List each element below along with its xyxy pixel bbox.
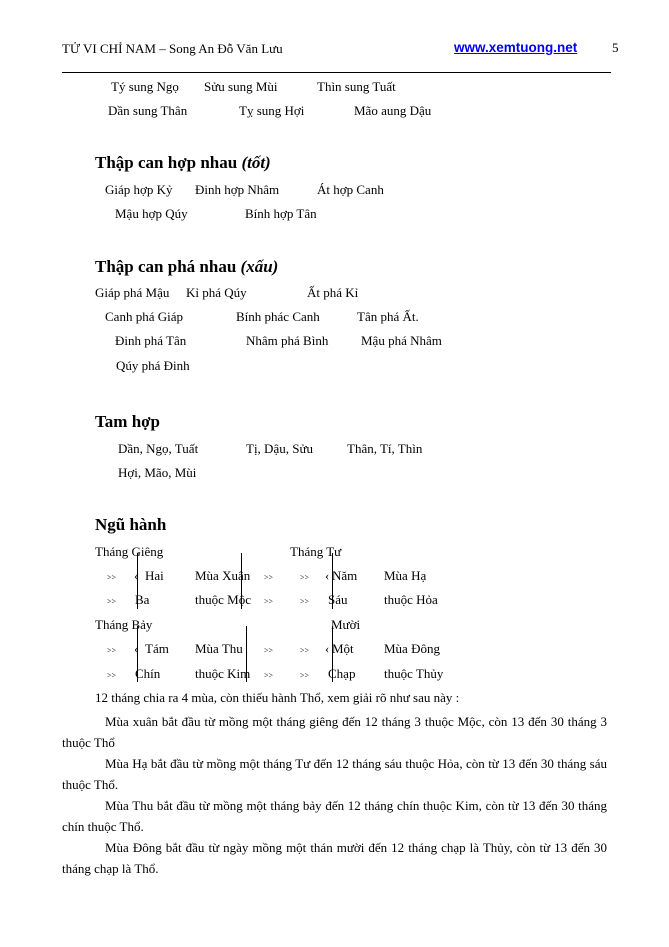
month-label: Tháng Bảy <box>95 617 153 632</box>
arrow-marker: >> <box>264 646 274 655</box>
pha-item: Giáp phá Mậu <box>95 285 170 300</box>
brace-line <box>246 626 247 682</box>
arrow-marker: >> <box>264 597 274 606</box>
paragraph-winter: Mùa Đông bắt đầu từ ngày mồng một thán mười đến 12 tháng chạp là Thủy, còn từ 13 đến 30 tháng chạp là Thổ. <box>62 840 607 876</box>
hop-item: Giáp hợp Kỷ <box>105 182 173 197</box>
website-link[interactable]: www.xemtuong.net <box>454 40 578 55</box>
month-label: Một <box>332 641 354 656</box>
xung-item: Sửu sung Mùi <box>204 79 278 94</box>
season-label: Mùa Đông <box>384 641 440 656</box>
hop-item: Át hợp Canh <box>317 182 384 197</box>
brace-tip: ‹ <box>134 568 139 583</box>
header-title: TỬ VI CHỈ NAM – Song An Đỗ Văn Lưu <box>62 41 283 56</box>
brace-line <box>332 553 333 609</box>
arrow-marker: >> <box>107 597 117 606</box>
month-label: Ba <box>135 592 150 607</box>
brace-line <box>137 553 138 609</box>
season-label: Mùa Xuân <box>195 568 251 583</box>
tam-hop-item: Hợi, Mão, Mùi <box>118 465 197 480</box>
pha-item: Tân phá Ất. <box>357 309 419 324</box>
month-label: Hai <box>145 568 164 583</box>
pha-item: Mậu phá Nhâm <box>361 333 442 348</box>
paragraph-spring: Mùa xuân bắt đầu từ mồng một tháng giêng đến 12 tháng 3 thuộc Mộc, còn 13 đến 30 tháng 3 thuộc Thổ <box>62 714 607 750</box>
pha-item: Bính phác Canh <box>236 309 320 324</box>
month-label: Chạp <box>328 666 356 681</box>
tam-hop-item: Tị, Dậu, Sửu <box>246 441 313 456</box>
pha-item: Ất phá Kỉ <box>307 285 359 300</box>
pha-item: Nhâm phá Bình <box>246 333 329 348</box>
season-label: thuộc Mộc <box>195 592 251 607</box>
arrow-marker: >> <box>300 597 310 606</box>
month-label: Chín <box>135 666 161 681</box>
brace-tip: ‹ <box>325 641 330 656</box>
arrow-marker: >> <box>264 671 274 680</box>
arrow-marker: >> <box>264 573 274 582</box>
month-label: Tháng Giêng <box>95 544 164 559</box>
arrow-marker: >> <box>300 573 310 582</box>
pha-item: Kỉ phá Qúy <box>186 285 247 300</box>
month-label: Sáu <box>328 592 348 607</box>
month-label: Tháng Tư <box>290 544 342 559</box>
pha-item: Đinh phá Tân <box>115 333 187 348</box>
hop-item: Mậu hợp Qúy <box>115 206 188 221</box>
arrow-marker: >> <box>300 671 310 680</box>
season-label: Mùa Hạ <box>384 568 427 583</box>
pha-item: Qúy phá Đinh <box>116 358 190 373</box>
pha-item: Canh phá Giáp <box>105 309 183 324</box>
section-heading-pha: Thập can phá nhau (xấu) <box>95 257 279 276</box>
arrow-marker: >> <box>107 671 117 680</box>
page-number: 5 <box>612 40 619 55</box>
month-label: Mười <box>331 617 361 632</box>
xung-item: Tỵ sung Hợi <box>239 103 305 118</box>
arrow-marker: >> <box>107 646 117 655</box>
month-label: Năm <box>332 568 358 583</box>
month-label: Tám <box>145 641 169 656</box>
hop-item: Bính hợp Tân <box>245 206 317 221</box>
brace-tip: ‹ <box>134 641 139 656</box>
section-heading-ngu-hanh: Ngũ hành <box>95 515 167 534</box>
tam-hop-item: Thân, Tí, Thìn <box>347 441 423 456</box>
section-heading-hop: Thập can hợp nhau (tốt) <box>95 153 271 172</box>
season-label: Mùa Thu <box>195 641 243 656</box>
xung-item: Tý sung Ngọ <box>111 79 179 94</box>
brace-line <box>241 553 242 609</box>
xung-item: Dần sung Thân <box>108 103 188 118</box>
paragraph-summer: Mùa Hạ bắt đầu từ mồng một tháng Tư đến 12 tháng sáu thuộc Hỏa, còn từ 13 đến 30 tháng sáu thuộc Thổ. <box>62 756 607 792</box>
tam-hop-item: Dần, Ngọ, Tuất <box>118 441 199 456</box>
season-label: thuộc Hỏa <box>384 592 438 607</box>
hop-item: Đinh hợp Nhâm <box>195 182 280 197</box>
arrow-marker: >> <box>107 573 117 582</box>
brace-line <box>332 626 333 682</box>
xung-item: Mão aung Dậu <box>354 103 432 118</box>
xung-item: Thìn sung Tuất <box>317 79 396 94</box>
section-heading-tam-hop: Tam hợp <box>95 412 161 431</box>
paragraph-autumn: Mùa Thu bắt đầu từ mồng một tháng bảy đến 12 tháng chín thuộc Kim, còn từ 13 đến 30 tháng chín thuộc Thổ. <box>62 798 607 834</box>
season-label: thuộc Kim <box>195 666 251 681</box>
header-divider <box>62 72 611 73</box>
season-label: thuộc Thủy <box>384 666 444 681</box>
brace-line <box>137 626 138 682</box>
brace-tip: ‹ <box>325 568 330 583</box>
arrow-marker: >> <box>300 646 310 655</box>
summary-line: 12 tháng chia ra 4 mùa, còn thiếu hành Thổ, xem giải rõ như sau này : <box>95 690 460 705</box>
